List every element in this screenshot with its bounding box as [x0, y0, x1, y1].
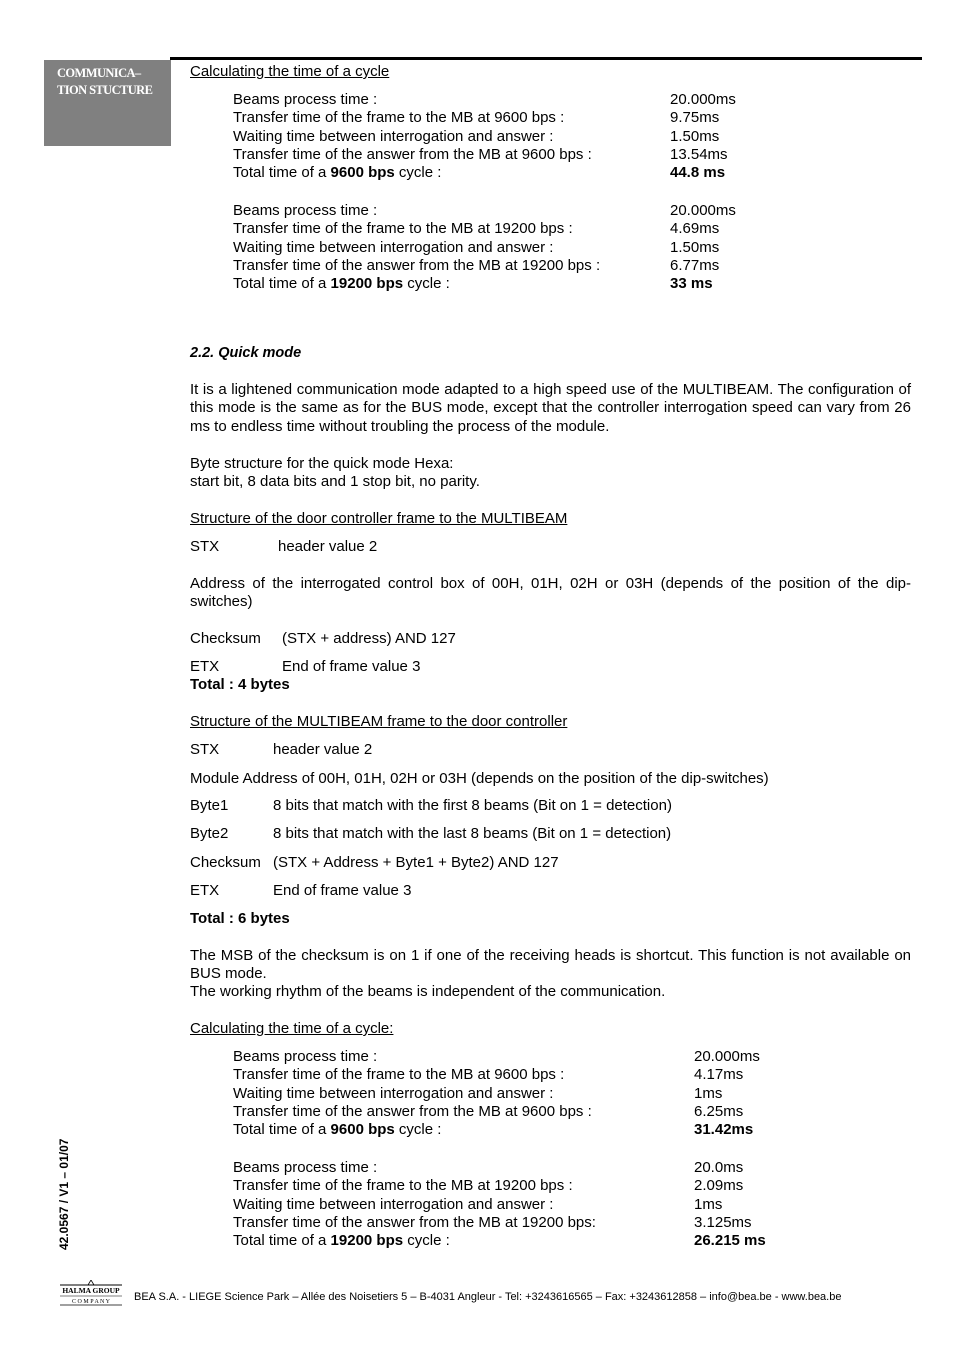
controller-checksum-row	[190, 630, 790, 648]
rhythm-note: The working rhythm of the beams is independent of the communication.	[190, 983, 666, 1000]
total-label-rate: 9600 bps	[330, 1121, 395, 1139]
controller-etx-row	[190, 658, 790, 676]
logo-text-line1: HALMA GROUP	[62, 1286, 120, 1295]
halma-group-logo	[60, 1280, 122, 1306]
field-value: End of frame value 3	[282, 658, 421, 675]
timing-label: Transfer time of the frame to the MB at 9600 bps :	[233, 109, 565, 127]
field-label: ETX	[190, 882, 220, 899]
timing-label: Waiting time between interrogation and answer :	[233, 1084, 554, 1102]
timing-row	[233, 1085, 833, 1103]
section-tab-line1: COMMUNICA–	[57, 66, 141, 80]
timing-value: 4.69ms	[670, 220, 720, 238]
timing-table-9600-bus	[233, 91, 833, 182]
timing-label: Transfer time of the answer from the MB at 9600 bps :	[233, 1102, 592, 1120]
section2-heading: Calculating the time of a cycle:	[190, 1020, 394, 1037]
timing-total-row	[233, 1232, 833, 1250]
timing-label: Beams process time :	[233, 91, 378, 108]
timing-label: Transfer time of the frame to the MB at 19200 bps :	[233, 1177, 573, 1195]
multibeam-checksum-row	[190, 854, 790, 872]
timing-row	[233, 220, 833, 238]
document-reference: 42.0567 / V1 – 01/07	[57, 1138, 71, 1250]
timing-row	[233, 257, 833, 275]
multibeam-byte2-row	[190, 825, 790, 843]
timing-row	[233, 1214, 833, 1232]
byte-structure-line1: Byte structure for the quick mode Hexa:	[190, 455, 454, 472]
field-label: STX	[190, 538, 220, 555]
field-value: 8 bits that match with the first 8 beams (Bit on 1 = detection)	[273, 797, 672, 814]
timing-label: Transfer time of the answer from the MB at 19200 bps:	[233, 1213, 596, 1231]
timing-label: Transfer time of the answer from the MB at 19200 bps :	[233, 256, 601, 274]
timing-label: Beams process time :	[233, 1048, 378, 1065]
timing-value: 1.50ms	[670, 127, 720, 145]
quick-mode-title: 2.2. Quick mode	[190, 345, 302, 361]
total-label-post: cycle :	[403, 275, 450, 293]
timing-value: 4.17ms	[694, 1066, 744, 1084]
byte-structure-line2: start bit, 8 data bits and 1 stop bit, no parity.	[190, 473, 480, 490]
timing-value: 20.0ms	[694, 1159, 744, 1176]
timing-label: Waiting time between interrogation and answer :	[233, 127, 554, 145]
field-value: header value 2	[278, 538, 378, 555]
multibeam-address: Module Address of 00H, 01H, 02H or 03H (depends on the position of the dip-switches)	[190, 770, 769, 787]
timing-value: 20.000ms	[694, 1048, 760, 1065]
section-tab-line2: TION STUCTURE	[57, 83, 153, 97]
total-label-rate: 19200 bps	[330, 1232, 404, 1250]
controller-address: Address of the interrogated control box of 00H, 01H, 02H or 03H (depends of the position of the dip-switches)	[190, 575, 911, 611]
timing-row	[233, 1177, 833, 1195]
timing-row	[233, 1048, 833, 1066]
total-label-post: cycle :	[394, 1121, 442, 1139]
multibeam-etx-row	[190, 882, 790, 900]
total-label-post: cycle :	[394, 164, 442, 182]
timing-row	[233, 239, 833, 257]
msb-note: The MSB of the checksum is on 1 if one of the receiving heads is shortcut. This function is not available on BUS mode.	[190, 947, 911, 983]
timing-row	[233, 109, 833, 127]
field-label: Checksum	[190, 630, 261, 647]
timing-value: 9.75ms	[670, 109, 720, 127]
timing-value: 20.000ms	[670, 91, 736, 108]
section-tab	[44, 60, 171, 146]
timing-row	[233, 1066, 833, 1084]
field-label: ETX	[190, 658, 220, 675]
timing-total-row	[233, 164, 833, 182]
timing-table-9600-quick	[233, 1048, 833, 1139]
multibeam-total: Total : 6 bytes	[190, 910, 290, 927]
total-value: 26.215 ms	[694, 1232, 766, 1250]
timing-row	[233, 1103, 833, 1121]
field-label: Byte2	[190, 825, 229, 842]
timing-value: 3.125ms	[694, 1213, 752, 1231]
logo-text-line2: C O M P A N Y	[72, 1299, 110, 1305]
quick-mode-intro: It is a lightened communication mode adapted to a high speed use of the MULTIBEAM. The configuration of this mode is the same as for the BUS mode, except that the controller interrogation speed can vary from 26 ms to endless time without troubling the process of the module.	[190, 381, 911, 435]
total-label-rate: 9600 bps	[330, 164, 395, 182]
total-label-pre: Total time of a	[233, 164, 331, 182]
timing-value: 20.000ms	[670, 202, 736, 219]
field-label: Byte1	[190, 797, 229, 814]
controller-total: Total : 4 bytes	[190, 676, 290, 693]
timing-row	[233, 91, 833, 109]
field-value: 8 bits that match with the last 8 beams (Bit on 1 = detection)	[273, 825, 672, 842]
timing-row	[233, 1196, 833, 1214]
total-label-pre: Total time of a	[233, 1232, 331, 1250]
field-value: header value 2	[273, 741, 373, 758]
total-value: 31.42ms	[694, 1121, 754, 1139]
field-value: (STX + Address + Byte1 + Byte2) AND 127	[273, 854, 559, 871]
timing-label: Transfer time of the frame to the MB at 9600 bps :	[233, 1066, 565, 1084]
timing-label: Beams process time :	[233, 1159, 378, 1176]
footer-address: BEA S.A. - LIEGE Science Park – Allée des Noisetiers 5 – B-4031 Angleur - Tel: +3243616565 – Fax: +3243612858 – info@bea.be - www.bea.be	[134, 1291, 842, 1303]
timing-total-row	[233, 275, 833, 293]
controller-frame-heading: Structure of the door controller frame to the MULTIBEAM	[190, 510, 568, 527]
total-value: 44.8 ms	[670, 164, 726, 182]
timing-value: 1ms	[694, 1084, 723, 1102]
total-label-pre: Total time of a	[233, 1121, 331, 1139]
timing-value: 13.54ms	[670, 145, 728, 163]
total-value: 33 ms	[670, 275, 713, 293]
timing-label: Beams process time :	[233, 202, 378, 219]
total-label-rate: 19200 bps	[330, 275, 404, 293]
timing-label: Transfer time of the frame to the MB at 19200 bps :	[233, 220, 573, 238]
field-value: (STX + address) AND 127	[282, 630, 456, 647]
multibeam-frame-heading: Structure of the MULTIBEAM frame to the door controller	[190, 713, 568, 730]
timing-total-row	[233, 1121, 833, 1139]
field-value: End of frame value 3	[273, 882, 412, 899]
timing-row	[233, 128, 833, 146]
multibeam-stx-row	[190, 741, 790, 759]
controller-stx-row	[190, 538, 790, 556]
timing-row	[233, 202, 833, 220]
timing-row	[233, 1159, 833, 1177]
timing-label: Transfer time of the answer from the MB at 9600 bps :	[233, 145, 592, 163]
total-label-pre: Total time of a	[233, 275, 331, 293]
header-rule	[170, 57, 922, 60]
multibeam-byte1-row	[190, 797, 790, 815]
timing-row	[233, 146, 833, 164]
total-label-post: cycle :	[403, 1232, 450, 1250]
timing-label: Waiting time between interrogation and answer :	[233, 1195, 554, 1213]
timing-table-19200-bus	[233, 202, 833, 293]
field-label: STX	[190, 741, 220, 758]
field-label: Checksum	[190, 854, 261, 871]
timing-value: 6.25ms	[694, 1102, 744, 1120]
timing-value: 1ms	[694, 1195, 723, 1213]
timing-table-19200-quick	[233, 1159, 833, 1250]
timing-label: Waiting time between interrogation and answer :	[233, 238, 554, 256]
timing-value: 1.50ms	[670, 238, 720, 256]
section1-heading: Calculating the time of a cycle	[190, 63, 390, 80]
timing-value: 2.09ms	[694, 1177, 744, 1195]
timing-value: 6.77ms	[670, 256, 720, 274]
